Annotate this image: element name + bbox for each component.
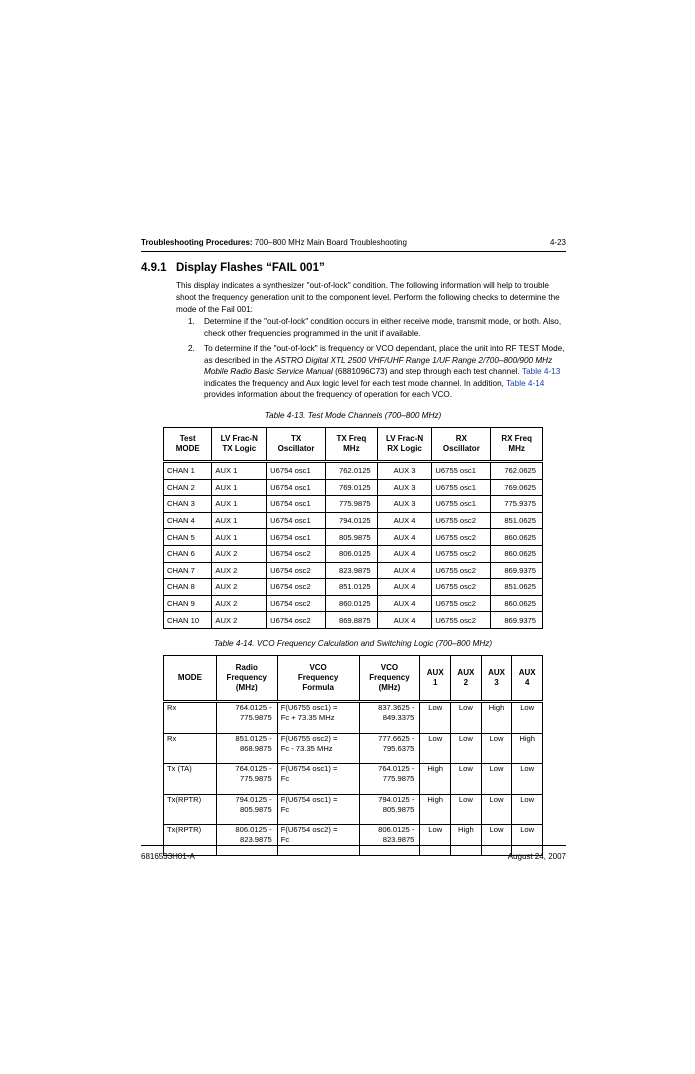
table-cell: AUX 1 [212,529,267,546]
table-cell-line: Low [520,703,535,712]
column-header-line: AUX [518,668,536,677]
table-cell: U6755 osc1 [432,479,491,496]
table-cell [420,733,451,764]
table-cell: 869.8875 [326,612,378,629]
table-row [164,794,543,825]
table-row [164,825,543,856]
column-header [359,656,420,702]
table-cell-line: 794.0125 - [235,794,272,804]
table-cell: AUX 4 [377,529,432,546]
table-cell: CHAN 3 [164,496,212,513]
table-cell: CHAN 1 [164,462,212,480]
table-cell-line: High [488,703,505,712]
table-cell-line: 764.0125 - [235,764,272,773]
steps-list [176,316,566,405]
column-header [216,656,277,702]
column-header-line: LV Frac-N [220,434,258,443]
table-cell-line: Low [458,733,473,743]
table-cell: 823.9875 [326,562,378,579]
table-cell: 775.9875 [326,496,378,513]
column-header-line: (MHz) [235,683,258,692]
table-row [164,545,543,562]
table-cell [512,764,543,795]
column-header [326,428,378,462]
column-header [164,428,212,462]
table-cell: CHAN 5 [164,529,212,546]
table-cell: 769.0625 [491,479,543,496]
table-cell: U6754 osc1 [267,496,326,513]
table-cell: 860.0625 [491,529,543,546]
column-header-line: Frequency [297,673,339,682]
table-cell-line: 849.3375 [382,713,415,722]
table-cell [277,702,359,734]
column-header-line: VCO [309,663,327,672]
table-4-14-link[interactable]: Table 4-14 [506,378,545,388]
table-cell: AUX 2 [212,545,267,562]
table-cell-line: Low [489,733,504,743]
table-cell [359,794,420,825]
table-cell-line: Fc [280,774,290,783]
table-cell: U6754 osc2 [267,579,326,596]
table-cell-line: Low [520,764,535,773]
table-row [164,612,543,629]
table-cell: AUX 1 [212,462,267,480]
table-cell-line: 775.9875 [240,774,272,783]
table-cell-line: 775.9875 [382,774,415,783]
table-cell [216,825,277,856]
doc-date: August 24, 2007 [507,852,566,861]
table-cell: CHAN 4 [164,512,212,529]
table-cell [277,825,359,856]
column-header-line: Frequency [226,673,267,682]
table-cell: U6755 osc2 [432,579,491,596]
table-cell-line: F(U6755 osc1) = [280,703,338,712]
step-item [176,316,566,339]
header-section-rest: 700–800 MHz Main Board Troubleshooting [252,238,407,247]
column-header-line: TX Freq [336,434,367,443]
column-header-line: VCO [380,663,399,672]
table-cell-line: Low [520,794,535,804]
table-cell-line: Rx [167,703,177,712]
table-cell-line: High [427,764,444,773]
column-header-line: Radio [235,663,258,672]
table-cell-line: 806.0125 - [378,825,415,834]
table-cell: CHAN 9 [164,595,212,612]
column-header-line: MODE [177,673,202,682]
table-cell: 806.0125 [326,545,378,562]
table-cell: 805.9875 [326,529,378,546]
table-cell: 869.9375 [491,612,543,629]
table-cell-line: Fc [280,835,290,844]
table-cell [481,825,512,856]
table-cell: 851.0625 [491,512,543,529]
column-header [420,656,451,702]
column-header-line: RX Logic [387,444,422,453]
table-cell [216,794,277,825]
column-header-line: 2 [463,678,469,687]
table-cell-line: Tx(RPTR) [167,825,202,834]
column-header-line: TX Logic [222,444,257,453]
table-cell: AUX 4 [377,612,432,629]
table-cell-line: Low [458,703,473,712]
column-header-line: 4 [524,678,530,687]
intro-paragraph: This display indicates a synthesizer "out-of-lock" condition. The following information will help to trouble shoot the frequency generation unit to the component level. Perform the following checks to determine the mode of the Fail 001: [176,281,560,314]
column-header-line: AUX [457,668,475,677]
table-cell: U6755 osc2 [432,545,491,562]
table-cell [481,794,512,825]
table-cell-line: 777.6625 - [378,733,415,743]
table-cell: U6755 osc2 [432,512,491,529]
table-cell: 860.0125 [326,595,378,612]
step-number: 2. [188,344,195,353]
table-cell [216,764,277,795]
table-row [164,733,543,764]
table-cell-line: Low [489,794,504,804]
table-cell-line: 794.0125 - [378,794,415,804]
column-header-line: Test [179,434,196,443]
table-cell [481,702,512,734]
column-header-line: 3 [494,678,499,687]
table-cell-line: F(U6755 osc2) = [280,733,338,743]
column-header [512,656,543,702]
table-cell [451,764,482,795]
table-row [164,529,543,546]
table-4-14-caption: Table 4-14. VCO Frequency Calculation and Switching Logic (700–800 MHz) [213,639,493,648]
table-cell [359,702,420,734]
table-cell [277,733,359,764]
table-cell [451,794,482,825]
table-4-13-caption: Table 4-13. Test Mode Channels (700–800 MHz) [264,411,442,420]
table-cell: 762.0125 [326,462,378,480]
table-cell: 851.0625 [491,579,543,596]
table-cell [451,733,482,764]
table-row [164,595,543,612]
step-text-part: indicates the frequency and Aux logic level for each test mode channel. In addition, [204,378,507,388]
table-cell-line: Fc + 73.35 MHz [280,713,335,722]
column-header-line: (MHz) [378,683,401,692]
table-cell-line: Low [428,703,443,712]
table-cell [164,733,217,764]
table-cell-line: Low [489,764,504,773]
table-cell-line: 868.9875 [240,743,272,753]
table-cell: AUX 4 [377,562,432,579]
table-cell [512,794,543,825]
table-4-13-link[interactable]: Table 4-13 [522,367,561,376]
table-cell: CHAN 7 [164,562,212,579]
step-text-part: To determine if the "out-of-lock" is frequency or VCO dependant, place the unit into RF TEST Mode, as described in the [204,344,565,365]
test-mode-channels-table [163,427,543,629]
table-cell [277,794,359,825]
table-cell: AUX 3 [377,479,432,496]
table-cell [164,764,217,795]
column-header-line: MODE [175,444,200,453]
table-cell: AUX 2 [212,579,267,596]
table-cell-line: Low [428,733,443,743]
table-cell [451,825,482,856]
table-cell: AUX 4 [377,579,432,596]
table-row [164,462,543,480]
section-title: Display Flashes “FAIL 001” [176,262,325,274]
column-header [212,428,267,462]
column-header-line: MHz [343,444,360,453]
table-cell [512,825,543,856]
table-cell-line: Tx(RPTR) [167,794,202,804]
table-cell-line: Fc [280,804,290,814]
table-row [164,496,543,513]
table-cell [359,733,420,764]
table-cell: 860.0625 [491,545,543,562]
table-cell [216,702,277,734]
table-row [164,512,543,529]
table-cell: U6754 osc1 [267,462,326,480]
column-header-line: Oscillator [277,444,315,453]
table-cell: 851.0125 [326,579,378,596]
table-cell-line: 764.0125 - [235,703,272,712]
column-header [277,656,359,702]
column-header [432,428,491,462]
table-cell [420,764,451,795]
table-cell: U6754 osc2 [267,545,326,562]
table-cell-line: Tx (TA) [167,764,192,773]
table-cell: U6755 osc2 [432,562,491,579]
table-cell: 762.0625 [491,462,543,480]
column-header-line: MHz [508,444,525,453]
table-cell [481,733,512,764]
page-header [141,238,566,250]
table-cell: 869.9375 [491,562,543,579]
column-header-line: TX [290,434,302,443]
table-cell [277,764,359,795]
table-cell: U6754 osc2 [267,612,326,629]
table-cell-line: 764.0125 - [378,764,415,773]
column-header [451,656,482,702]
table-cell [451,702,482,734]
table-cell: AUX 4 [377,595,432,612]
table-cell-line: Low [489,825,504,834]
step-number: 1. [188,317,195,326]
table-cell: AUX 4 [377,512,432,529]
table-cell-line: 775.9875 [240,713,272,722]
table-cell-line: Low [458,794,473,804]
header-divider [141,251,566,252]
table-cell: 860.0625 [491,595,543,612]
column-header-line: RX Freq [501,434,532,443]
table-cell-line: Low [520,825,535,834]
step-text-part: (6881096C73) and step through each test channel. [332,367,523,376]
header-section-bold: Troubleshooting Procedures: [141,238,253,247]
table-cell-line: 795.6375 [382,743,415,753]
table-cell: AUX 1 [212,512,267,529]
table-cell: AUX 1 [212,479,267,496]
table-cell-line: 837.3625 - [378,703,415,712]
table-cell: U6754 osc1 [267,512,326,529]
step-text-part: provides information about the frequency of operation for each VCO. [204,390,453,399]
column-header-line: 1 [433,678,438,687]
table-cell [420,794,451,825]
table-cell-line: F(U6754 osc1) = [280,794,338,804]
table-cell [164,702,217,734]
table-cell: AUX 1 [212,496,267,513]
table-cell-line: 805.9875 [240,804,272,814]
column-header [164,656,217,702]
table-cell-line: 823.9875 [240,835,272,844]
column-header-line: AUX [426,668,444,677]
table-cell [481,764,512,795]
table-cell [420,825,451,856]
table-cell: 775.9375 [491,496,543,513]
table-cell-line: Rx [167,733,177,743]
table-row [164,479,543,496]
table-cell: U6755 osc2 [432,595,491,612]
header-section [141,238,407,247]
column-header-line: Oscillator [442,444,480,453]
table-cell-line: 851.0125 - [235,733,272,743]
table-cell [359,764,420,795]
column-header-line: Formula [302,683,334,692]
section-number: 4.9.1 [141,262,167,274]
table-cell [164,825,217,856]
column-header-line: LV Frac-N [385,434,424,443]
table-cell: U6754 osc1 [267,529,326,546]
table-cell: U6755 osc2 [432,529,491,546]
step-text [204,344,564,399]
table-cell [512,733,543,764]
table-cell: CHAN 2 [164,479,212,496]
step-item [176,343,566,401]
table-cell-line: High [519,733,535,743]
table-cell: 769.0125 [326,479,378,496]
table-cell: CHAN 10 [164,612,212,629]
table-cell-line: High [427,794,444,804]
table-cell: AUX 2 [212,595,267,612]
table-cell-line: F(U6754 osc1) = [280,764,338,773]
footer-divider [141,845,566,846]
table-cell: AUX 4 [377,545,432,562]
table-cell: AUX 3 [377,462,432,480]
table-cell: AUX 3 [377,496,432,513]
table-cell: CHAN 6 [164,545,212,562]
table-row [164,764,543,795]
page-number: 4-23 [549,238,566,247]
column-header-line: RX [455,434,467,443]
column-header [377,428,432,462]
column-header-line: AUX [488,668,505,677]
table-row [164,702,543,734]
column-header [267,428,326,462]
step-text: Determine if the "out-of-lock" condition occurs in either receive mode, transmit mode, or both. Also, check other frequencies programmed in the unit if available. [204,317,562,338]
table-cell: U6755 osc1 [432,496,491,513]
table-cell: AUX 2 [212,562,267,579]
table-cell-line: High [458,825,474,834]
table-cell-line: 823.9875 [382,835,415,844]
column-header [481,656,512,702]
table-cell-line: Low [458,764,473,773]
table-cell-line: 805.9875 [382,804,415,814]
table-cell: U6755 osc1 [432,462,491,480]
table-cell: 794.0125 [326,512,378,529]
table-cell [420,702,451,734]
column-header [491,428,543,462]
section-heading [141,262,325,274]
column-header-line: Frequency [369,673,410,682]
table-cell-line: Low [428,825,443,834]
table-cell [359,825,420,856]
table-cell-line: F(U6754 osc2) = [280,825,338,834]
manual-title: ASTRO Digital XTL 2500 VHF/UHF Range 1/UF Range 2/700–800/900 MHz Mobile Radio Basic Service Manual [204,355,553,376]
vco-frequency-table [163,655,543,856]
table-cell: U6754 osc1 [267,479,326,496]
table-cell: CHAN 8 [164,579,212,596]
table-cell-line: 806.0125 - [235,825,272,834]
table-cell [164,794,217,825]
table-cell: U6754 osc2 [267,562,326,579]
table-cell [216,733,277,764]
doc-number: 6816533H01-A [141,852,195,861]
table-cell: AUX 2 [212,612,267,629]
table-cell: U6754 osc2 [267,595,326,612]
table-cell: U6755 osc2 [432,612,491,629]
table-row [164,562,543,579]
table-row [164,579,543,596]
table-cell-line: Fc - 73.35 MHz [280,743,333,753]
table-cell [512,702,543,734]
